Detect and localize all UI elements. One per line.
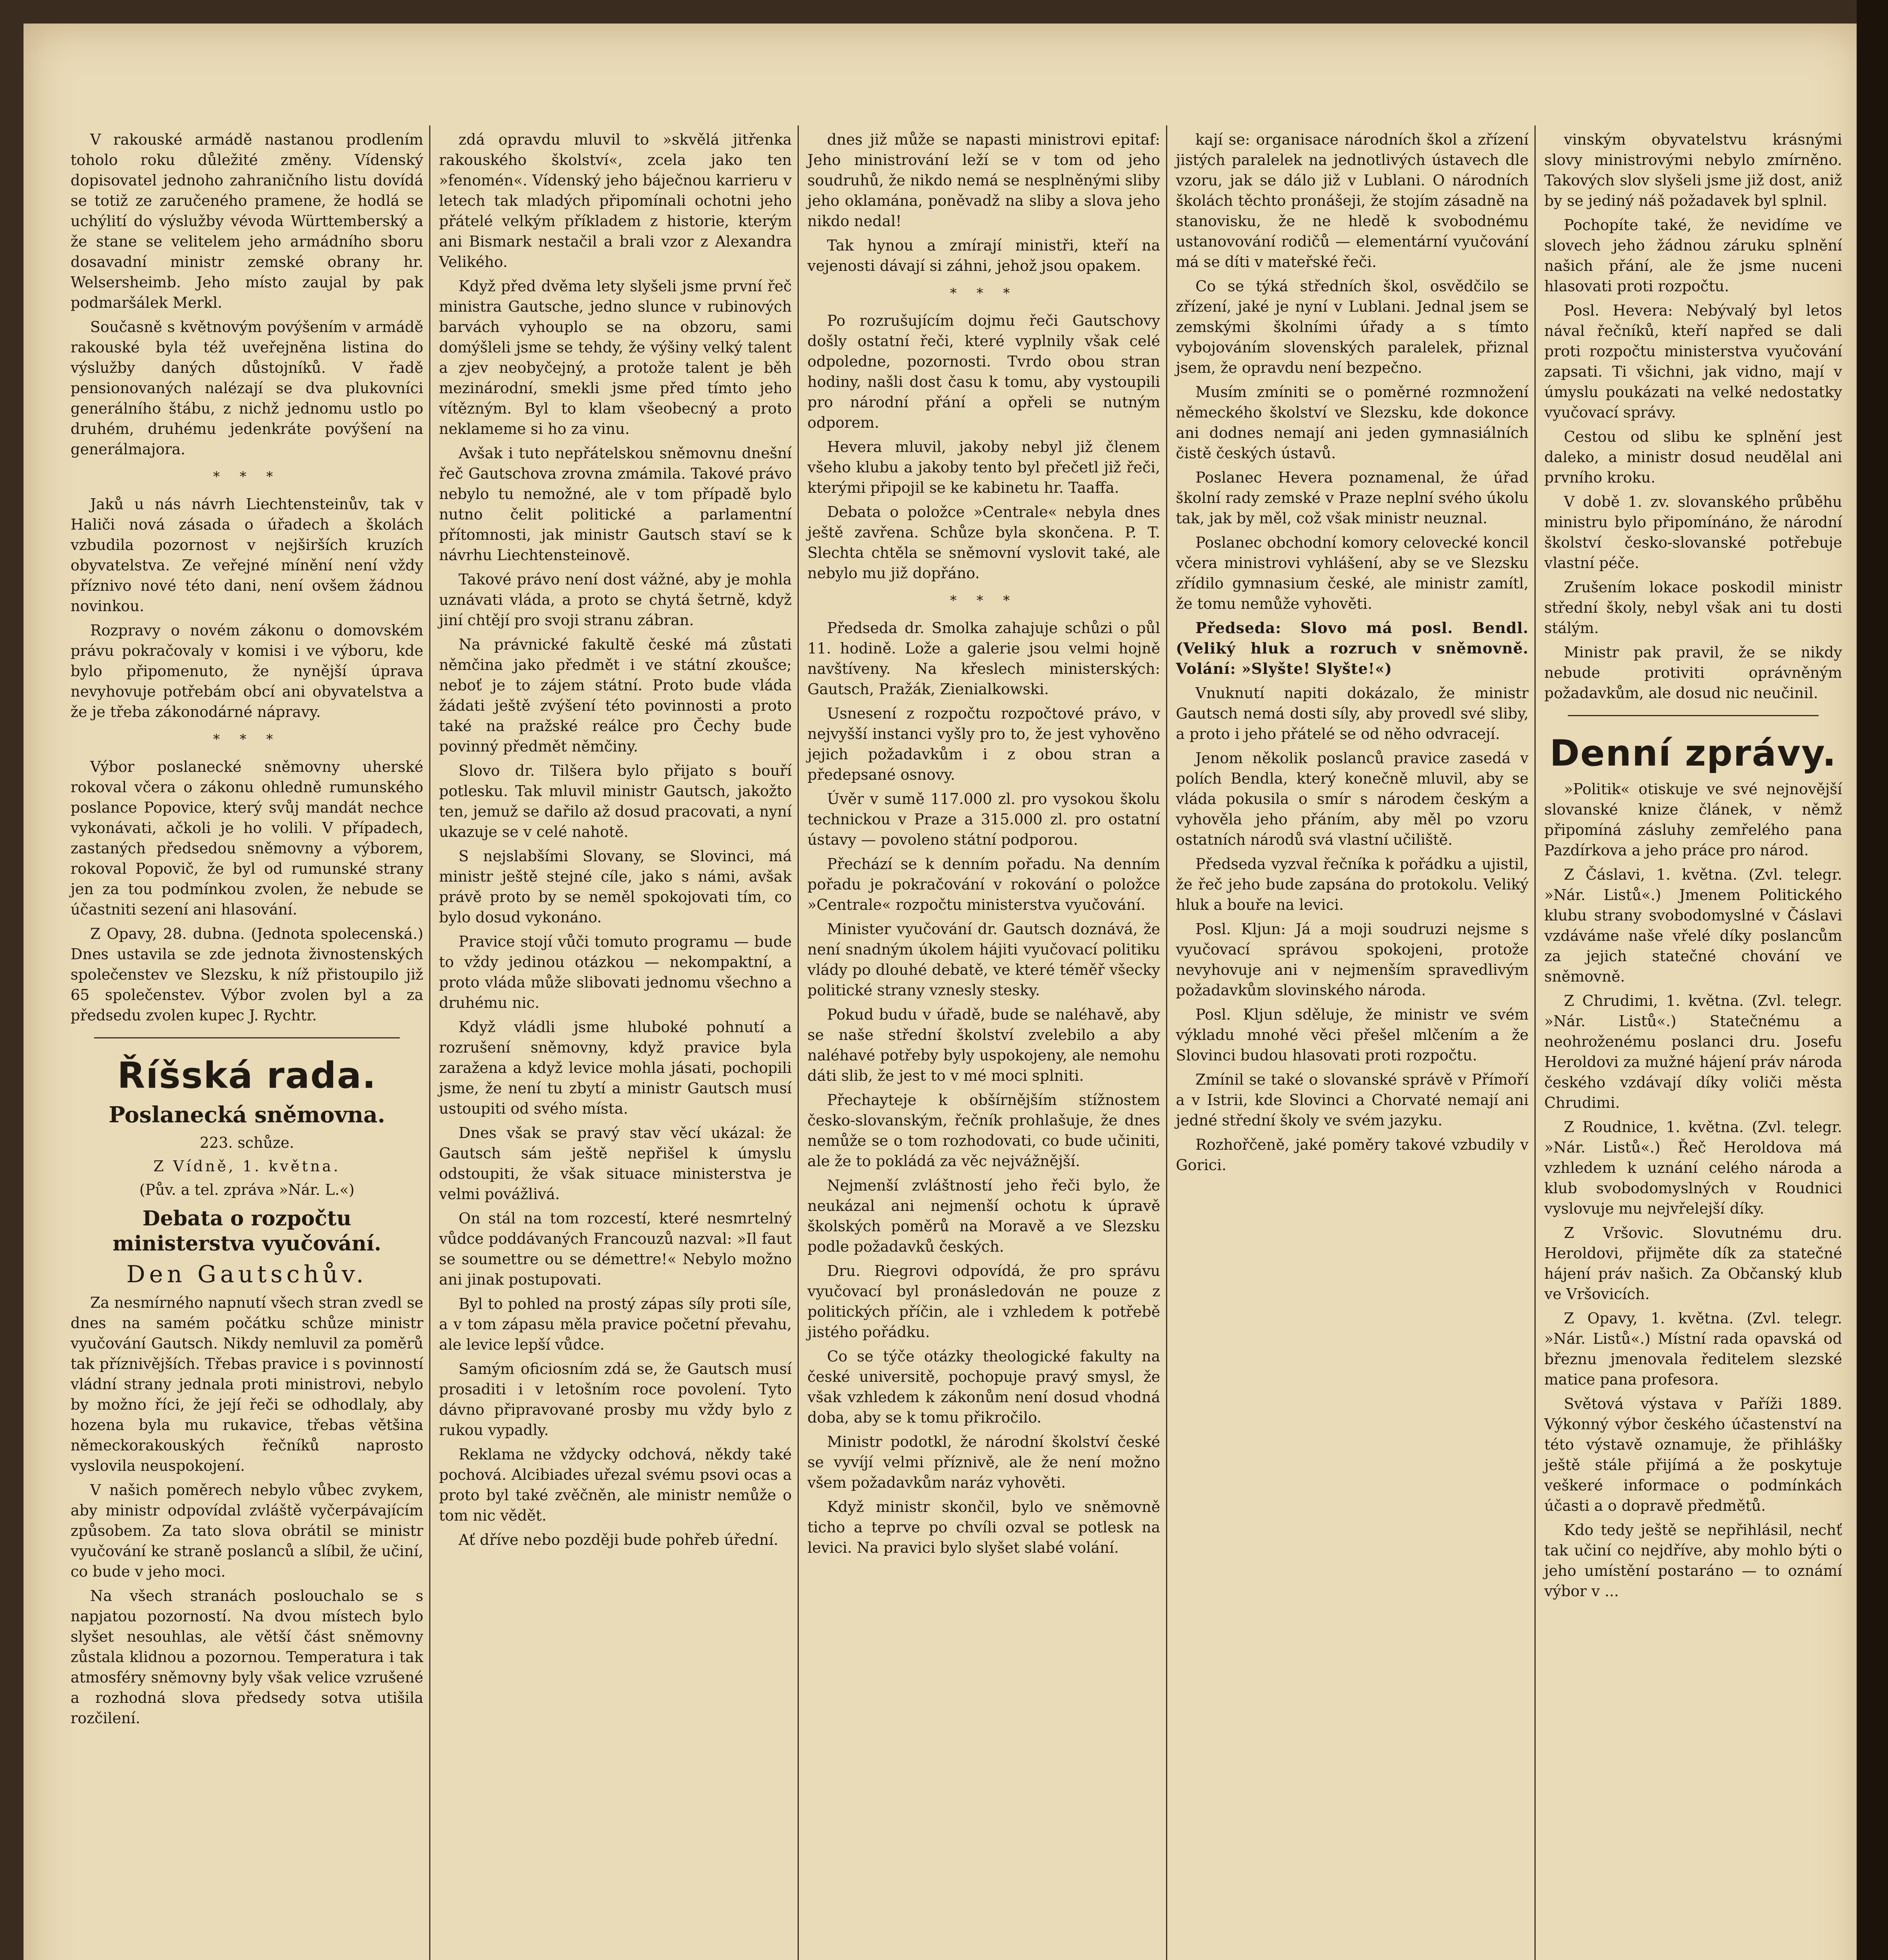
article-paragraph: Co se týká středních škol, osvědčilo se zřízení, jaké je nyní v Lublani. Jednal jsem se zemskými školními úřady a s tímto vybojováním slovenských paralelek, přiznal jsem, že opravdu není bezpečno. [1176, 278, 1529, 376]
column-4 [1176, 129, 1529, 1960]
article-paragraph: Dnes však se pravý stav věcí ukázal: že Gautsch sám ještě nepřišel k úmyslu odstoupiti, že však situace ministerstva je velmi povážlivá. [439, 1124, 792, 1203]
article-paragraph: zdá opravdu mluvil to »skvělá jitřenka rakouského školství«, zcela jako ten »fenomén«. Vídenský jeho báječnou karrieru v letech tak mladých připomínali ochotni jeho přátelé velkým příkladem z historie, kterým ani Bismark nestačil a brali vzor z Alexandra Velikého. [439, 131, 792, 270]
article-paragraph: On stál na tom rozcestí, které nesmrtelný vůdce poddávaných Francouzů nazval: »Il faut se soumettre ou se démettre!« Nebylo možno ani jinak postupovati. [439, 1210, 792, 1288]
article-paragraph: Reklama ne vždycky odchová, někdy také pochová. Alcibiades uřezal svému psovi ocas a proto byl také zvěčněn, ale ministr nemůže o tom nic vědět. [439, 1446, 792, 1524]
article-paragraph: Musím zmíniti se o poměrné rozmnožení německého školství ve Slezsku, kde dokonce ani dodnes nemají ani jeden gymnasiálních čistě českých ústavů. [1176, 383, 1529, 462]
article-paragraph: Co se týče otázky theologické fakulty na české universitě, pochopuje pravý smysl, že však vzhledem k zákonům není dosud vhodná doba, aby se k tomu přikročilo. [807, 1348, 1160, 1426]
article-paragraph: Ministr podotkl, že národní školství české se vyvíjí velmi příznivě, ale že není možno všem požadavkům naráz vyhověti. [807, 1433, 1160, 1491]
column-2 [439, 129, 792, 1960]
article-paragraph: »Politik« otiskuje ve své nejnovější slovanské knize článek, v němž připomíná zásluhy zemřelého pana Pazdírkova a jeho práce pro národ. [1544, 780, 1842, 859]
article-paragraph: Hevera mluvil, jakoby nebyl již členem všeho klubu a jakoby tento byl přečetl již řeči, kterými připojil se ke kabinetu hr. Taaffa. [807, 438, 1160, 496]
article-paragraph: Předseda: Slovo má posl. Bendl. (Veliký hluk a rozruch v sněmovně. Volání: »Slyšte! Slyšte!«) [1176, 619, 1529, 677]
section-heading: Říšská rada. [117, 1054, 377, 1096]
article-paragraph: Minister vyučování dr. Gautsch doznává, že není snadným úkolem hájiti vyučovací politiku vlády po dlouhé debatě, ve které téměř všecky politické strany vznesly stesky. [807, 920, 1160, 999]
article-paragraph: Samým oficiosním zdá se, že Gautsch musí prosaditi i v letošním roce povolení. Tyto dávno připravované prosby mu vždy bylo z rukou vypadly. [439, 1360, 792, 1439]
article-paragraph: Ať dříve nebo později bude pohřeb úřední. [459, 1531, 778, 1548]
article-paragraph: Na všech stranách poslouchalo se s napjatou pozorností. Na dvou místech bylo slyšet nesouhlas, ale větší část sněmovny zůstala klidnou a pozornou. Temperatura i tak atmosféry sněmovny byly však velice vzrušené a rozhodná slova předsedy sotva utišila rozčilení. [71, 1587, 423, 1727]
article-paragraph: Na právnické fakultě české má zůstati němčina jako předmět i ve státní zkoušce; neboť je to zájem státní. Proto bude vláda žádati ještě zvýšení této povinnosti a proto také na pražské reálce pro Čechy bude povinný předmět němčiny. [439, 636, 792, 755]
separator-stars: * * * [950, 285, 1018, 301]
article-paragraph: Pokud budu v úřadě, bude se naléhavě, aby se naše střední školství zvelebilo a aby naléhavé potřeby byly uspokojeny, ale nemohu dáti slib, že jest to v mé moci splniti. [807, 1006, 1160, 1084]
article-paragraph: Ministr pak pravil, že se nikdy nebude protiviti oprávněným požadavkům, ale dosud nic neučinil. [1544, 644, 1842, 702]
article-paragraph: Světová výstava v Paříži 1889. Výkonný výbor českého účastenství na této výstavě oznamuje, že přihlášky ještě stále přijímá a že poskytuje veškeré informace o podmínkách účasti a o dopravě předmětů. [1544, 1395, 1842, 1514]
article-paragraph: Když před dvěma lety slyšeli jsme první řeč ministra Gautsche, jedno slunce v rubinových barvách vyhouplo se na obzoru, sami domýšleli jsme se tehdy, že výšiny velký talent a zjev neobyčejný, a protože talent je běh mezinárodní, smekli jsme před tímto jeho vítězným. Byl to klam všeobecný a proto neklameme si ho za vinu. [439, 278, 792, 437]
article-paragraph: Vnuknutí napiti dokázalo, že ministr Gautsch nemá dosti síly, aby provedl své sliby, a proto i jeho přátelé se od něho odvracejí. [1176, 684, 1529, 742]
article-paragraph: Kdo tedy ještě se nepřihlásil, nechť tak učiní co nejdříve, aby mohlo býti o jeho umístění postaráno — to oznámí výbor v ... [1544, 1521, 1842, 1600]
article-paragraph: Byl to pohled na prostý zápas síly proti síle, a v tom zápasu měla pravice početní převahu, ale levice lepší vůdce. [439, 1295, 792, 1353]
article-paragraph: Pochopíte také, že nevidíme ve slovech jeho žádnou záruku splnění našich přání, ale že jsme nuceni hlasovati proti rozpočtu. [1544, 216, 1842, 295]
article-paragraph: kají se: organisace národních škol a zřízení jistých paralelek na jednotlivých ústavech dle vzoru, jak se dálo již v Lublani. O národních školách těchto pronášeji, že stojím zásadně na stanovisku, že ne hledě k svobodnému ustanovování rodičů — elementární vyučování má se díti v mateřské řeči. [1176, 131, 1529, 270]
column-divider [1166, 125, 1167, 1960]
section-heading: Denní zprávy. [1549, 732, 1837, 774]
article-paragraph: Přechayteje k obšírnějším stížnostem česko-slovanským, řečník prohlašuje, že dnes nemůže se o tom rozhodovati, co bude učiniti, ale že to pokládá za věc nejvážnější. [807, 1091, 1160, 1170]
article-heading: Debata o rozpočtu ministerstva vyučování. [112, 1207, 381, 1256]
article-paragraph: Úvěr v sumě 117.000 zl. pro vysokou školu technickou v Praze a 315.000 zl. pro ostatní ústavy — povoleno státní podporou. [807, 790, 1160, 848]
article-paragraph: Z Roudnice, 1. května. (Zvl. telegr. »Nár. Listů«.) Řeč Heroldova má vzhledem k uznání celého národa a klub svobodomyslných v Roudnici vyslovuje mu nejvřelejší díky. [1544, 1118, 1842, 1217]
article-paragraph: Z Opavy, 28. dubna. (Jednota spolecenská.) Dnes ustavila se zde jednota živnostenských společenstev ve Slezsku, k níž přistoupilo již 65 společenstev. Výbor zvolen byl a za předsedu zvolen kupec J. Rychtr. [71, 925, 423, 1024]
article-paragraph: Z Opavy, 1. května. (Zvl. telegr. »Nár. Listů«.) Místní rada opavská od březnu jmenovala ředitelem slezské matice pana profesora. [1544, 1310, 1842, 1388]
article-paragraph: V našich poměrech nebylo vůbec zvykem, aby ministr odpovídal zvláště vyčerpávajícím způsobem. Za tato slova obrátil se ministr vyučování ke straně poslanců a slíbil, že učiní, co bude v jeho moci. [71, 1481, 423, 1580]
section-divider [94, 1037, 400, 1038]
section-divider [1568, 715, 1819, 716]
separator-stars: * * * [213, 469, 281, 485]
article-paragraph: Usnesení z rozpočtu rozpočtové právo, v nejvyšší instanci vyšly pro to, že jest vyhověno jejich požadavkům i z obou stran a předepsané osnovy. [807, 705, 1160, 783]
article-paragraph: Jenom několik poslanců pravice zasedá v polích Bendla, který konečně mluvil, aby se vláda pokusila o smír s národem českým a vyhověla jeho přáním, aby měl po vzoru ostatních národů svá vlastní učiliště. [1176, 750, 1529, 848]
article-paragraph: Poslanec obchodní komory celovecké koncil včera ministrovi vyhlášení, aby se ve Slezsku zřídilo gymnasium české, ale ministr zamítl, že tomu nemůže vyhověti. [1176, 534, 1529, 612]
article-subheading: Den Gautschův. [126, 1261, 368, 1288]
article-paragraph: Cestou od slibu ke splnění jest daleko, a ministr dosud neudělal ani prvního kroku. [1544, 428, 1842, 486]
article-paragraph: Rozpravy o novém zákonu o domovském právu pokračovaly v komisi i ve výboru, kde bylo připomenuto, že nynější úprava nevyhovuje potřebám obcí ani obyvatelstva a že je třeba zákonodárné nápravy. [71, 622, 423, 720]
column-3 [807, 129, 1160, 1960]
page-edge-shadow [1857, 0, 1888, 1960]
column-divider [798, 125, 799, 1960]
article-paragraph: Když vládli jsme hluboké pohnutí a rozrušení sněmovny, když pravice byla zaražena a když levice mohla jásati, pochopili jsme, že není tu zbytí a ministr Gautsch musí ustoupiti od svého místa. [439, 1018, 792, 1117]
article-paragraph: Současně s květnovým povýšením v armádě rakouské byla též uveřejněna listina do výslužby daných důstojníků. V řadě pensionovaných nalézají se dva plukovníci generálního štábu, z nichž jednomu ustlo po druhém, druhému jedenkráte povýšení na generálmajora. [71, 318, 423, 458]
article-paragraph: Zmínil se také o slovanské správě v Přímoří a v Istrii, kde Slovinci a Chorvaté nemají ani jedné střední školy ve svém jazyku. [1176, 1071, 1529, 1129]
column-divider [1534, 125, 1536, 1960]
article-paragraph: V rakouské armádě nastanou prodlením toholo roku důležité změny. Vídenský dopisovatel jednoho zahraničního listu dovídá se totiž ze zaručeného pramene, že hodlá se uchýlití do výslužby vévoda Württemberský a že stane se velitelem jeho armádního sboru dosavadní ministr zemské obrany hr. Welsersheimb. Jeho místo zaujal by pak podmaršálek Merkl. [71, 131, 423, 311]
article-paragraph: Po rozrušujícím dojmu řeči Gautschovy došly ostatní řeči, které vyplnily však celé odpoledne, pozornosti. Tvrdo obou stran hodiny, našli dost času k tomu, aby vystoupili pro národní přání a opřeli se nutným odporem. [807, 312, 1160, 431]
column-1 [71, 129, 423, 1960]
article-paragraph: Zrušením lokace poskodil ministr střední školy, nebyl však ani tu dosti stálým. [1544, 579, 1842, 637]
article-paragraph: Pravice stojí vůči tomuto programu — bude to vždy jedinou otázkou — nekompaktní, a proto vláda může slibovati jednomu všechno a druhému nic. [439, 933, 792, 1011]
separator-stars: * * * [213, 731, 281, 747]
newspaper-page [24, 24, 1866, 1960]
article-paragraph: Výbor poslanecké sněmovny uherské rokoval včera o zákonu ohledně rumunského poslance Popovice, který svůj mandát nechce vykonávati, ačkoli je ho volili. V případech, zastaných předsedou sněmovny a výborem, rokoval Popovič, že byl od rumunské strany jen za tou podmínkou zvolen, že nebude se účastniti sezení ani hlasování. [71, 758, 423, 918]
article-paragraph: Takové právo není dost vážné, aby je mohla uznávati vláda, a proto se chytá šetrně, když jiní chtějí pro svoji stranu zábran. [439, 571, 792, 629]
dateline: Z Vídně, 1. května. [153, 1158, 341, 1175]
article-paragraph: Za nesmírného napnutí všech stran zvedl se dnes na samém počátku schůze ministr vyučování Gautsch. Nikdy nemluvil za poměrů tak příznivějších. Třebas pravice i s povinností vládní strany jednala proti ministrovi, nebylo by možno říci, že její řeči se odhodlaly, aby hozena byla mu rukavice, třebas většina německorakouských řečníků naprosto vyslovila neuspokojení. [71, 1294, 423, 1474]
separator-stars: * * * [950, 593, 1018, 608]
article-paragraph: Předseda vyzval řečníka k pořádku a ujistil, že řeč jeho bude zapsána do protokolu. Veliký hluk a bouře na levici. [1176, 855, 1529, 913]
article-paragraph: Posl. Hevera: Nebývalý byl letos nával řečníků, kteří napřed se dali proti rozpočtu ministerstva vyučování zapsati. Ti všichni, jak vidno, mají v úmyslu poukázati na velké nedostatky vyučovací správy. [1544, 302, 1842, 421]
article-paragraph: Avšak i tuto nepřátelskou sněmovnu dnešní řeč Gautschova zrovna zmámila. Takové právo nebylo tu nemožné, ale v tom případě bylo nutno čelit politické a parlamentní přítomnosti, jak ministr Gautsch staví se k návrhu Liechtensteinově. [439, 445, 792, 564]
article-paragraph: Rozhořčeně, jaké poměry takové vzbudily v Gorici. [1176, 1136, 1529, 1174]
section-subheading: Poslanecká sněmovna. [109, 1102, 385, 1128]
article-paragraph: Z Čáslavi, 1. května. (Zvl. telegr. »Nár. Listů«.) Jmenem Politického klubu strany svobodomyslné v Čáslavi vzdáváme naše vřelé díky poslancům za jejich statečné chování ve sněmovně. [1544, 866, 1842, 985]
article-paragraph: Z Vršovic. Slovutnému dru. Heroldovi, přijměte dík za statečné hájení práv našich. Za Občanský klub ve Vršovicích. [1544, 1224, 1842, 1303]
article-paragraph: Předseda dr. Smolka zahajuje schůzi o půl 11. hodině. Lože a galerie jsou velmi hojně navštíveny. Na křeslech ministerských: Gautsch, Pražák, Zienialkowski. [807, 619, 1160, 698]
article-paragraph: Když ministr skončil, bylo ve sněmovně ticho a teprve po chvíli ozval se potlesk na levici. Na pravici bylo slyšet slabé volání. [807, 1498, 1160, 1556]
article-paragraph: dnes již může se napasti ministrovi epitaf: Jeho ministrování leží se v tom od jeho soudruhů, že nikdo nemá se nesplněnými sliby jeho oklamána, poněvadž na sliby a slova jeho nikdo nedal! [807, 131, 1160, 230]
article-paragraph: S nejslabšími Slovany, se Slovinci, má ministr ještě stejné cíle, jako s námi, avšak právě proto by se neměl spokojovati tím, co bylo dosud vykonáno. [439, 848, 792, 926]
article-paragraph: Posl. Kljun sděluje, že ministr ve svém výkladu mnohé věci přešel mlčením a že Slovinci budou hlasovati proti rozpočtu. [1176, 1006, 1529, 1064]
article-paragraph: vinským obyvatelstvu krásnými slovy ministrovými nebylo zmírněno. Takových slov slyšeli jsme již dost, aniž by se jediný náš požadavek byl splnil. [1544, 131, 1842, 209]
article-paragraph: Posl. Kljun: Já a moji soudruzi nejsme s vyučovací správou spokojeni, protože nevyhovuje ani v nejmenším spravedlivým požadavkům slovinského národa. [1176, 920, 1529, 999]
article-paragraph: Dru. Riegrovi odpovídá, že pro správu vyučovací byl pronásledován ne pouze z politických příčin, ale i vzhledem k potřebě jistého pořádku. [807, 1262, 1160, 1341]
article-paragraph: Přechází se k denním pořadu. Na denním pořadu je pokračování v rokování o položce »Centrale« rozpočtu ministerstva vyučování. [807, 855, 1160, 913]
article-paragraph: Tak hynou a zmírají ministři, kteří na vejenosti dávají si záhni, jehož jsou opakem. [807, 237, 1160, 274]
column-divider [429, 125, 430, 1960]
article-paragraph: Slovo dr. Tilšera bylo přijato s bouří potlesku. Tak mluvil ministr Gautsch, jakožto ten, jemuž se dařilo až dosud pracovati, a nyní ukazuje se v celé nahotě. [439, 762, 792, 840]
source-note: (Pův. a tel. zpráva »Nár. L.«) [139, 1181, 355, 1198]
article-paragraph: Nejmenší zvláštností jeho řeči bylo, že neukázal ani nejmenší ochotu k úpravě školských poměrů na Moravě a ve Slezsku podle požadavků českých. [807, 1177, 1160, 1255]
article-paragraph: Debata o položce »Centrale« nebyla dnes ještě zavřena. Schůze byla skončena. P. T. Slechta chtěla se sněmovní vyslovit také, ale nebylo mu již dopřáno. [807, 503, 1160, 582]
session-number: 223. schůze. [200, 1134, 294, 1151]
column-5 [1544, 129, 1842, 1960]
article-paragraph: Jaků u nás návrh Liechtensteinův, tak v Haliči nová zásada o úřadech a školách vzbudila pozornost v nejširších kruzích obyvatelstva. Ze veřejné mínění není vždy příznivo nové této dani, není ovšem žádnou novinkou. [71, 495, 423, 615]
article-paragraph: Z Chrudimi, 1. května. (Zvl. telegr. »Nár. Listů«.) Statečnému a neohroženému poslanci dru. Josefu Heroldovi za mužné hájení práv národa českého vzdávají díky voliči města Chrudimi. [1544, 992, 1842, 1111]
article-paragraph: V době 1. zv. slovanského průběhu ministru bylo připomínáno, že národní školství česko-slovanské potřebuje vlastní péče. [1544, 493, 1842, 572]
article-paragraph: Poslanec Hevera poznamenal, že úřad školní rady zemské v Praze neplní svého úkolu tak, jak by měl, což však ministr neuznal. [1176, 469, 1529, 527]
